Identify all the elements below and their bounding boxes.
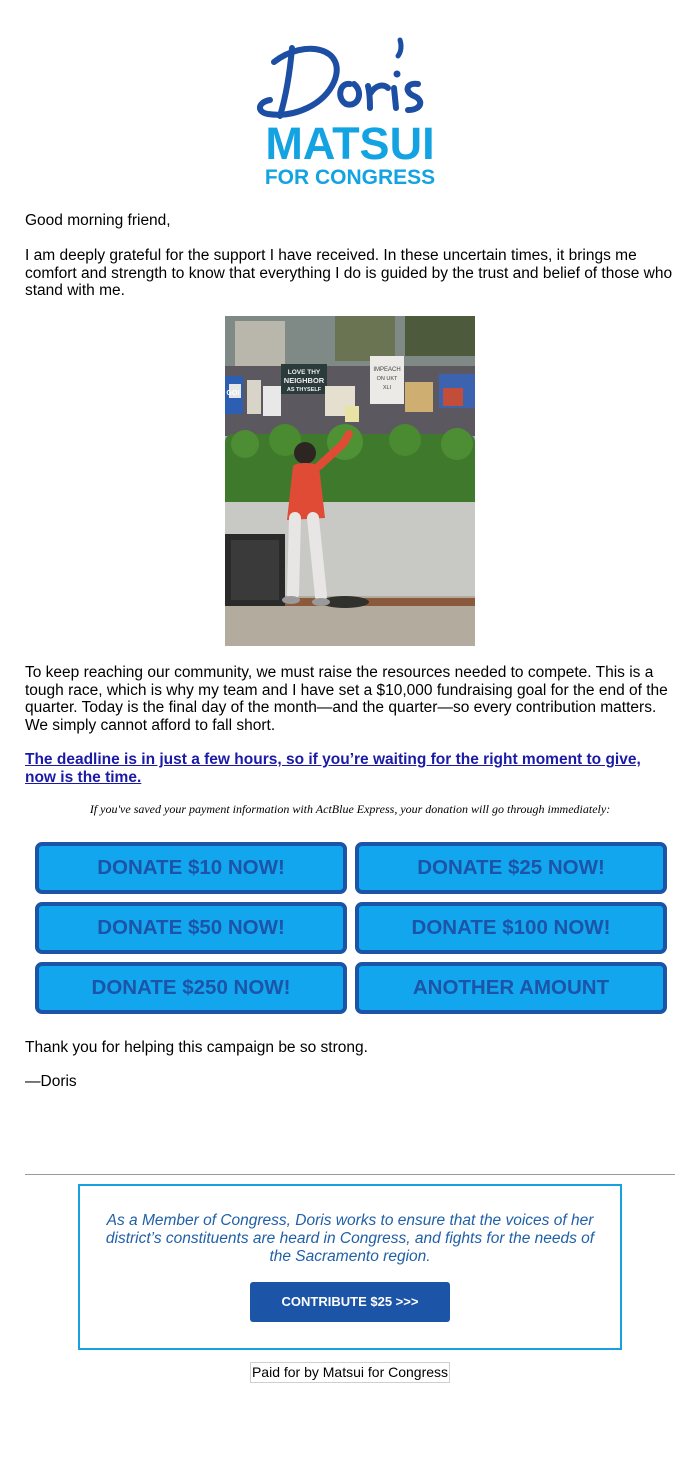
logo-i-dot [394,71,401,78]
donate-10-button[interactable]: DONATE $10 NOW! [35,842,347,894]
sign-neighbor: NEIGHBOR [283,376,325,385]
sign-on-ukt: ON UKT [376,376,398,382]
actblue-express-note: If you've saved your payment information with ActBlue Express, your donation will go through immediately: [89,802,611,816]
greeting: Good morning friend, [25,212,171,229]
sign-as-thyself: AS THYSELF [286,387,322,393]
footer-divider [25,1174,675,1175]
paid-for-disclaimer: Paid for by Matsui for Congress [250,1362,450,1383]
rally-photo [225,316,475,646]
contribute-button[interactable]: CONTRIBUTE $25 >>> [250,1282,450,1322]
another-amount-button[interactable]: ANOTHER AMOUNT [355,962,667,1014]
deadline-block [25,751,675,786]
sign-go: GO! [226,390,240,397]
sign-xli: XLI [382,385,392,391]
goal-paragraph: To keep reaching our community, we must raise the resources needed to compete. This is a tough race, which is why my team and I have set a $10,000 fundraising goal for the end of the quarter. Today is the final day of the month—and the quarter—so every contribution matters. We simply cannot afford to fall short. [25,664,668,734]
deadline-link[interactable]: The deadline is in just a few hours, so if you’re waiting for the right moment to give, now is the time. [25,751,641,786]
donate-25-button[interactable]: DONATE $25 NOW! [355,842,667,894]
donate-250-button[interactable]: DONATE $250 NOW! [35,962,347,1014]
about-text: As a Member of Congress, Doris works to ensure that the voices of her district’s constituents are heard in Congress, and fights for the needs of the Sacramento region. [105,1212,595,1265]
logo-tagline: FOR CONGRESS [264,166,436,189]
campaign-logo [0,26,700,191]
donate-50-button[interactable]: DONATE $50 NOW! [35,902,347,954]
sign-impeach: IMPEACH [373,367,401,373]
thanks-text: Thank you for helping this campaign be so strong. [25,1039,368,1056]
donate-100-button[interactable]: DONATE $100 NOW! [355,902,667,954]
signoff: —Doris [25,1073,77,1090]
intro-paragraph: I am deeply grateful for the support I have received. In these uncertain times, it brings me comfort and strength to know that everything I do is guided by the trust and belief of those who stand with me. [25,247,673,299]
logo-surname: MATSUI [265,118,435,169]
about-box [78,1184,622,1350]
sign-love-thy: LOVE THY [287,369,321,376]
